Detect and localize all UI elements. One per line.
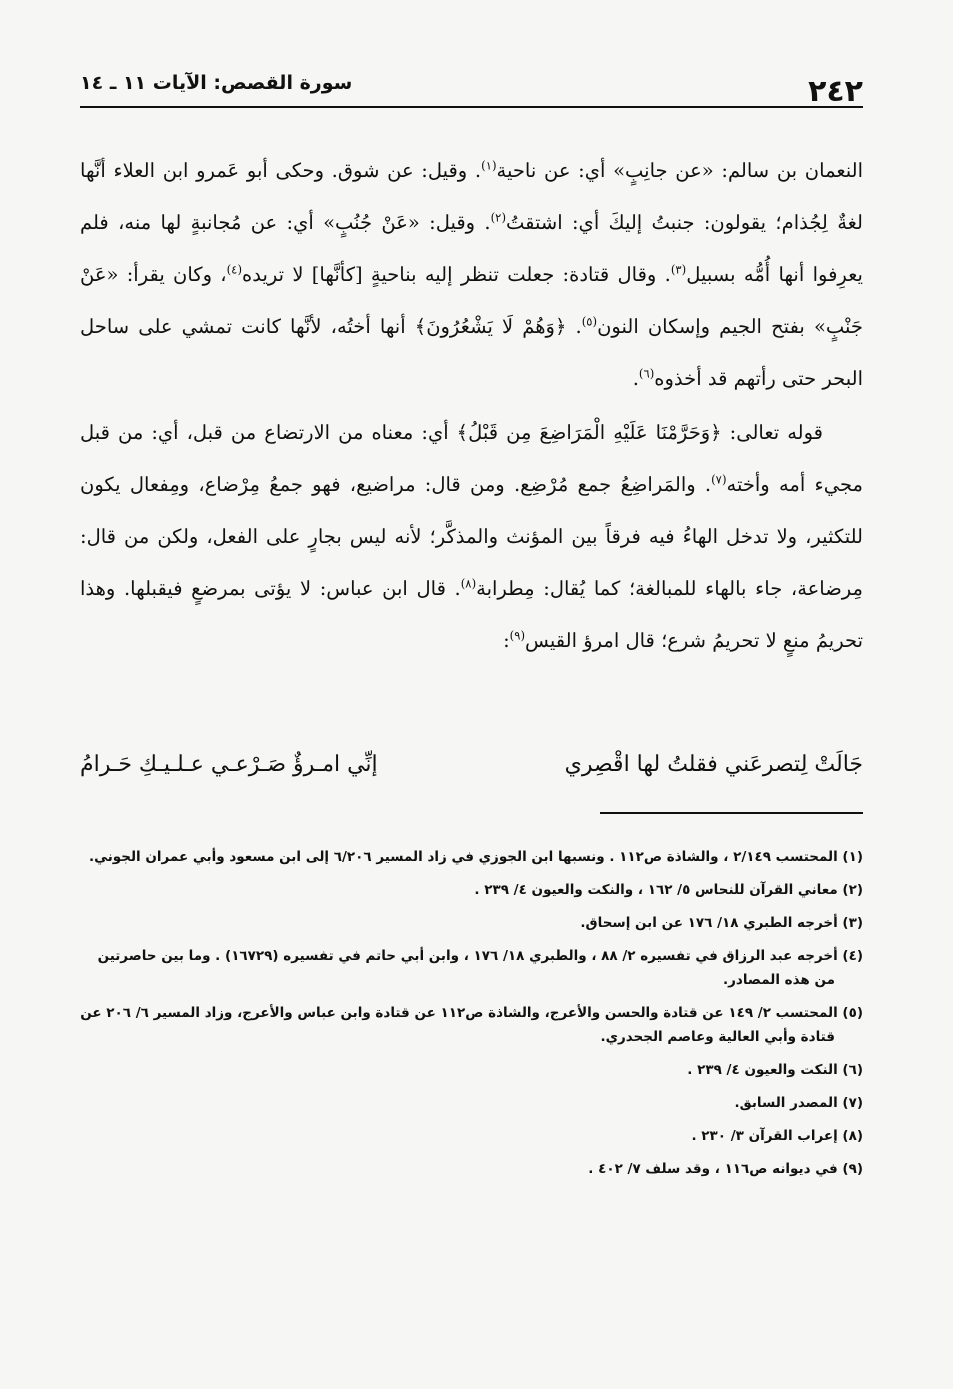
text-segment: .	[632, 367, 639, 390]
text-segment: . ﴿وَهُمْ لَا يَشْعُرُونَ﴾ أنها أختُه، لأنَّها كانت تمشي على ساحل البحر حتى رأتهم قد أخذوه	[80, 315, 863, 390]
verse-second-hemistich: إنِّي امـرؤٌ صَـرْعـي عـلـيـكِ حَـرامُ	[80, 752, 378, 777]
text-segment: :	[503, 629, 510, 652]
footnote-ref-6: (٦)	[638, 366, 655, 381]
footnote-ref-1: (١)	[481, 158, 497, 173]
footnote-6: (٦) النكت والعيون ٤/ ٢٣٩ .	[687, 1062, 863, 1078]
footnote-8: (٨) إعراب القرآن ٣/ ٢٣٠ .	[691, 1128, 863, 1144]
footnote-ref-8: (٨)	[460, 576, 477, 591]
footnote-ref-3: (٣)	[670, 262, 687, 277]
text-segment: . قال ابن عباس: لا يؤتى بمرضعٍ فيقبلها. وهذا تحريمُ منعٍ لا تحريمُ شرع؛ قال امرؤ القيس	[80, 577, 863, 652]
footnotes	[80, 845, 863, 1190]
footnote-separator	[600, 812, 863, 814]
page-header	[80, 68, 863, 108]
footnote-ref-2: (٢)	[490, 210, 507, 225]
running-title: سورة القصص: الآيات ١١ ـ ١٤	[80, 72, 353, 94]
footnote-ref-7: (٧)	[711, 472, 727, 487]
footnote-9: (٩) في ديوانه ص١١٦ ، وقد سلف ٧/ ٤٠٢ .	[588, 1161, 863, 1177]
text-segment: ، وكان يقرأ: «عَنْ جَنْبٍ» بفتح الجيم وإسكان النون	[80, 263, 863, 338]
footnote-4: (٤) أخرجه عبد الرزاق في تفسيره ٢/ ٨٨ ، والطبري ١٨/ ١٧٦ ، وابن أبي حاتم في تفسيره (١٦٧٢٩) . وما بين حاصرتين من هذه المصادر.	[97, 948, 863, 988]
footnote-ref-9: (٩)	[509, 628, 526, 643]
footnote-7: (٧) المصدر السابق.	[734, 1095, 863, 1111]
paragraph-1	[80, 145, 863, 405]
footnote-2: (٢) معاني القرآن للنحاس ٥/ ١٦٢ ، والنكت والعيون ٤/ ٢٣٩ .	[474, 882, 863, 898]
verse-first-hemistich: جَالَتْ لِتصرعَني فقلتُ لها اقْصِري	[564, 752, 863, 777]
text-segment: قوله تعالى: ﴿وَحَرَّمْنَا عَلَيْهِ الْمَرَاضِعَ مِن قَبْلُ﴾ أي: معناه من الارتضاع من قبل، أي: من قبل مجيء أمه وأخته	[80, 421, 863, 496]
text-segment: . وقيل: عن شوق. وحكى أبو عَمرو ابن العلاء أنَّها لغةٌ لِجُذام؛ يقولون: جنبتُ إليكَ أي: اشتقتُ	[80, 159, 863, 234]
page-number: ٢٤٢	[808, 74, 863, 109]
footnote-1: (١) المحتسب ٢/١٤٩ ، والشاذة ص١١٢ . ونسبها ابن الجوزي في زاد المسير ٦/٢٠٦ إلى ابن مسعود وأبي عمران الجوني.	[88, 849, 863, 865]
footnote-5: (٥) المحتسب ٢/ ١٤٩ عن قتادة والحسن والأعرج، والشاذة ص١١٢ عن قتادة وابن عباس والأعرج، وزاد المسير ٦/ ٢٠٦ عن قتادة وأبي العالية وعاصم الجحدري.	[80, 1005, 863, 1045]
poetry-verse	[80, 752, 863, 798]
footnote-ref-5: (٥)	[581, 314, 598, 329]
footnote-ref-4: (٤)	[226, 262, 243, 277]
paragraph-2	[80, 407, 863, 667]
text-segment: . وقيل: «عَنْ جُنُبٍ» أي: عن مُجانبةٍ لها منه، فلم يعرِفوا أنها أُمُّه بسبيل	[80, 211, 863, 286]
footnote-3: (٣) أخرجه الطبري ١٨/ ١٧٦ عن ابن إسحاق.	[580, 915, 863, 931]
text-segment: . والمَراضِعُ جمع مُرْضِع. ومن قال: مراضيع، فهو جمعُ مِرْضاع، ومِفعال يكون للتكثير، ولا تدخل الهاءُ فيه فرقاً بين المؤنث والمذكَّر؛ لأنه ليس بجارٍ على الفعل، ولكن من قال: مِرضاعة، جاء بالهاء للمبالغة؛ كما يُقال: مِطرابة	[80, 473, 863, 600]
text-segment: . وقال قتادة: جعلت تنظر إليه بناحيةٍ [كأنَّها] لا تريده	[242, 263, 671, 286]
text-segment: النعمان بن سالم: «عن جانِبٍ» أي: عن ناحية	[496, 159, 863, 182]
main-text	[80, 145, 863, 667]
